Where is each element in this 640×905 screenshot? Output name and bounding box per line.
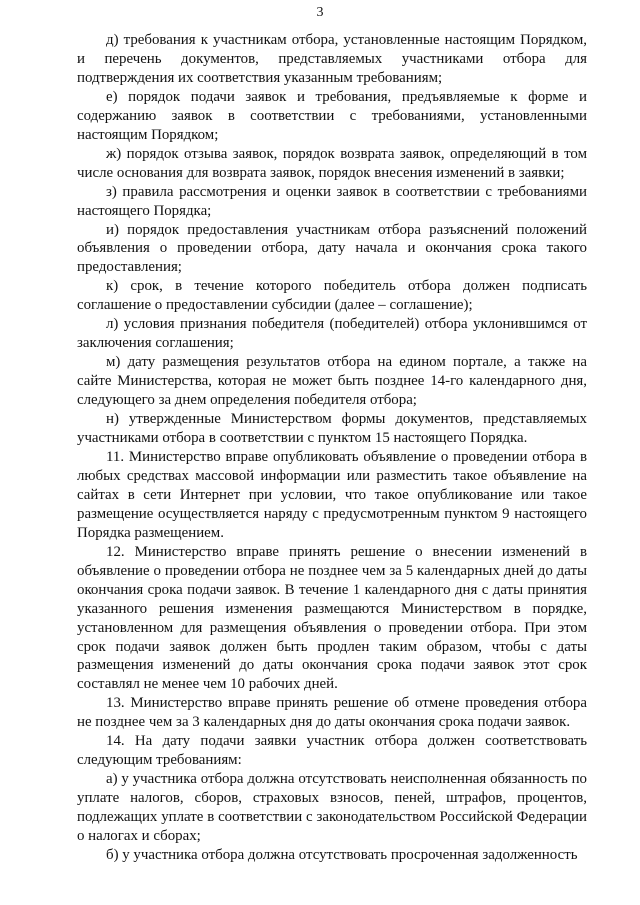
paragraph-z: з) правила рассмотрения и оценки заявок в соответствии с требованиями настоящего Порядка; — [77, 183, 587, 219]
paragraph-l: л) условия признания победителя (победителей) отбора уклонившимся от заключения соглашения; — [77, 316, 587, 352]
clause-13: 13. Министерство вправе принять решение об отмене проведения отбора не позднее чем за 3 календарных дня до даты окончания срока подачи заявок. — [77, 695, 587, 731]
clause-14-b: б) у участника отбора должна отсутствовать просроченная задолженность — [106, 846, 578, 863]
paragraph-e: е) порядок подачи заявок и требования, предъявляемые к форме и содержанию заявок в соответствии с требованиями, установленными настоящим Порядком; — [77, 88, 587, 143]
paragraph-d: д) требования к участникам отбора, установленные настоящим Порядком, и перечень документов, представляемых участниками отбора для подтверждения их соответствия указанным требованиям; — [77, 32, 587, 86]
clause-14: 14. На дату подачи заявки участник отбора должен соответствовать следующим требованиям: — [77, 733, 587, 769]
clause-14-a: а) у участника отбора должна отсутствовать неисполненная обязанность по уплате налогов, сборов, страховых взносов, пеней, штрафов, процентов, подлежащих уплате в соответствии с законодательством Российской Федерации о налогах и сборах; — [77, 771, 587, 845]
clause-11: 11. Министерство вправе опубликовать объявление о проведении отбора в любых средствах массовой информации или разместить такое объявление на сайтах в сети Интернет при условии, что такое опубликование или такое размещение осуществляется наряду с предусмотренным пунктом 9 настоящего Порядка размещением. — [77, 448, 587, 541]
page-number: 3 — [316, 5, 324, 20]
document-body — [77, 31, 587, 865]
clause-12: 12. Министерство вправе принять решение о внесении изменений в объявление о проведении отбора не позднее чем за 5 календарных дней до даты окончания срока подачи заявок. В течение 1 календарного дня с даты принятия указанного решения изменения размещаются Министерством в порядке, установленном для размещения объявления о проведении отбора. При этом срок подачи заявок должен быть продлен таким образом, чтобы с даты размещения изменений до даты окончания срока подачи заявок этот срок составлял не менее чем 10 рабочих дней. — [77, 543, 587, 693]
paragraph-m: м) дату размещения результатов отбора на едином портале, а также на сайте Министерства, которая не может быть позднее 14-го календарного дня, следующего за днем определения победителя отбора; — [77, 354, 587, 409]
paragraph-n: н) утвержденные Министерством формы документов, представляемых участниками отбора в соответствии с пунктом 15 настоящего Порядка. — [77, 411, 587, 447]
paragraph-zh: ж) порядок отзыва заявок, порядок возврата заявок, определяющий в том числе основания для возврата заявок, порядок внесения изменений в заявки; — [77, 145, 587, 181]
paragraph-i: и) порядок предоставления участникам отбора разъяснений положений объявления о проведении отбора, дату начала и окончания срока такого предоставления; — [77, 221, 587, 276]
paragraph-k: к) срок, в течение которого победитель отбора должен подписать соглашение о предоставлении субсидии (далее – соглашение); — [77, 278, 587, 314]
